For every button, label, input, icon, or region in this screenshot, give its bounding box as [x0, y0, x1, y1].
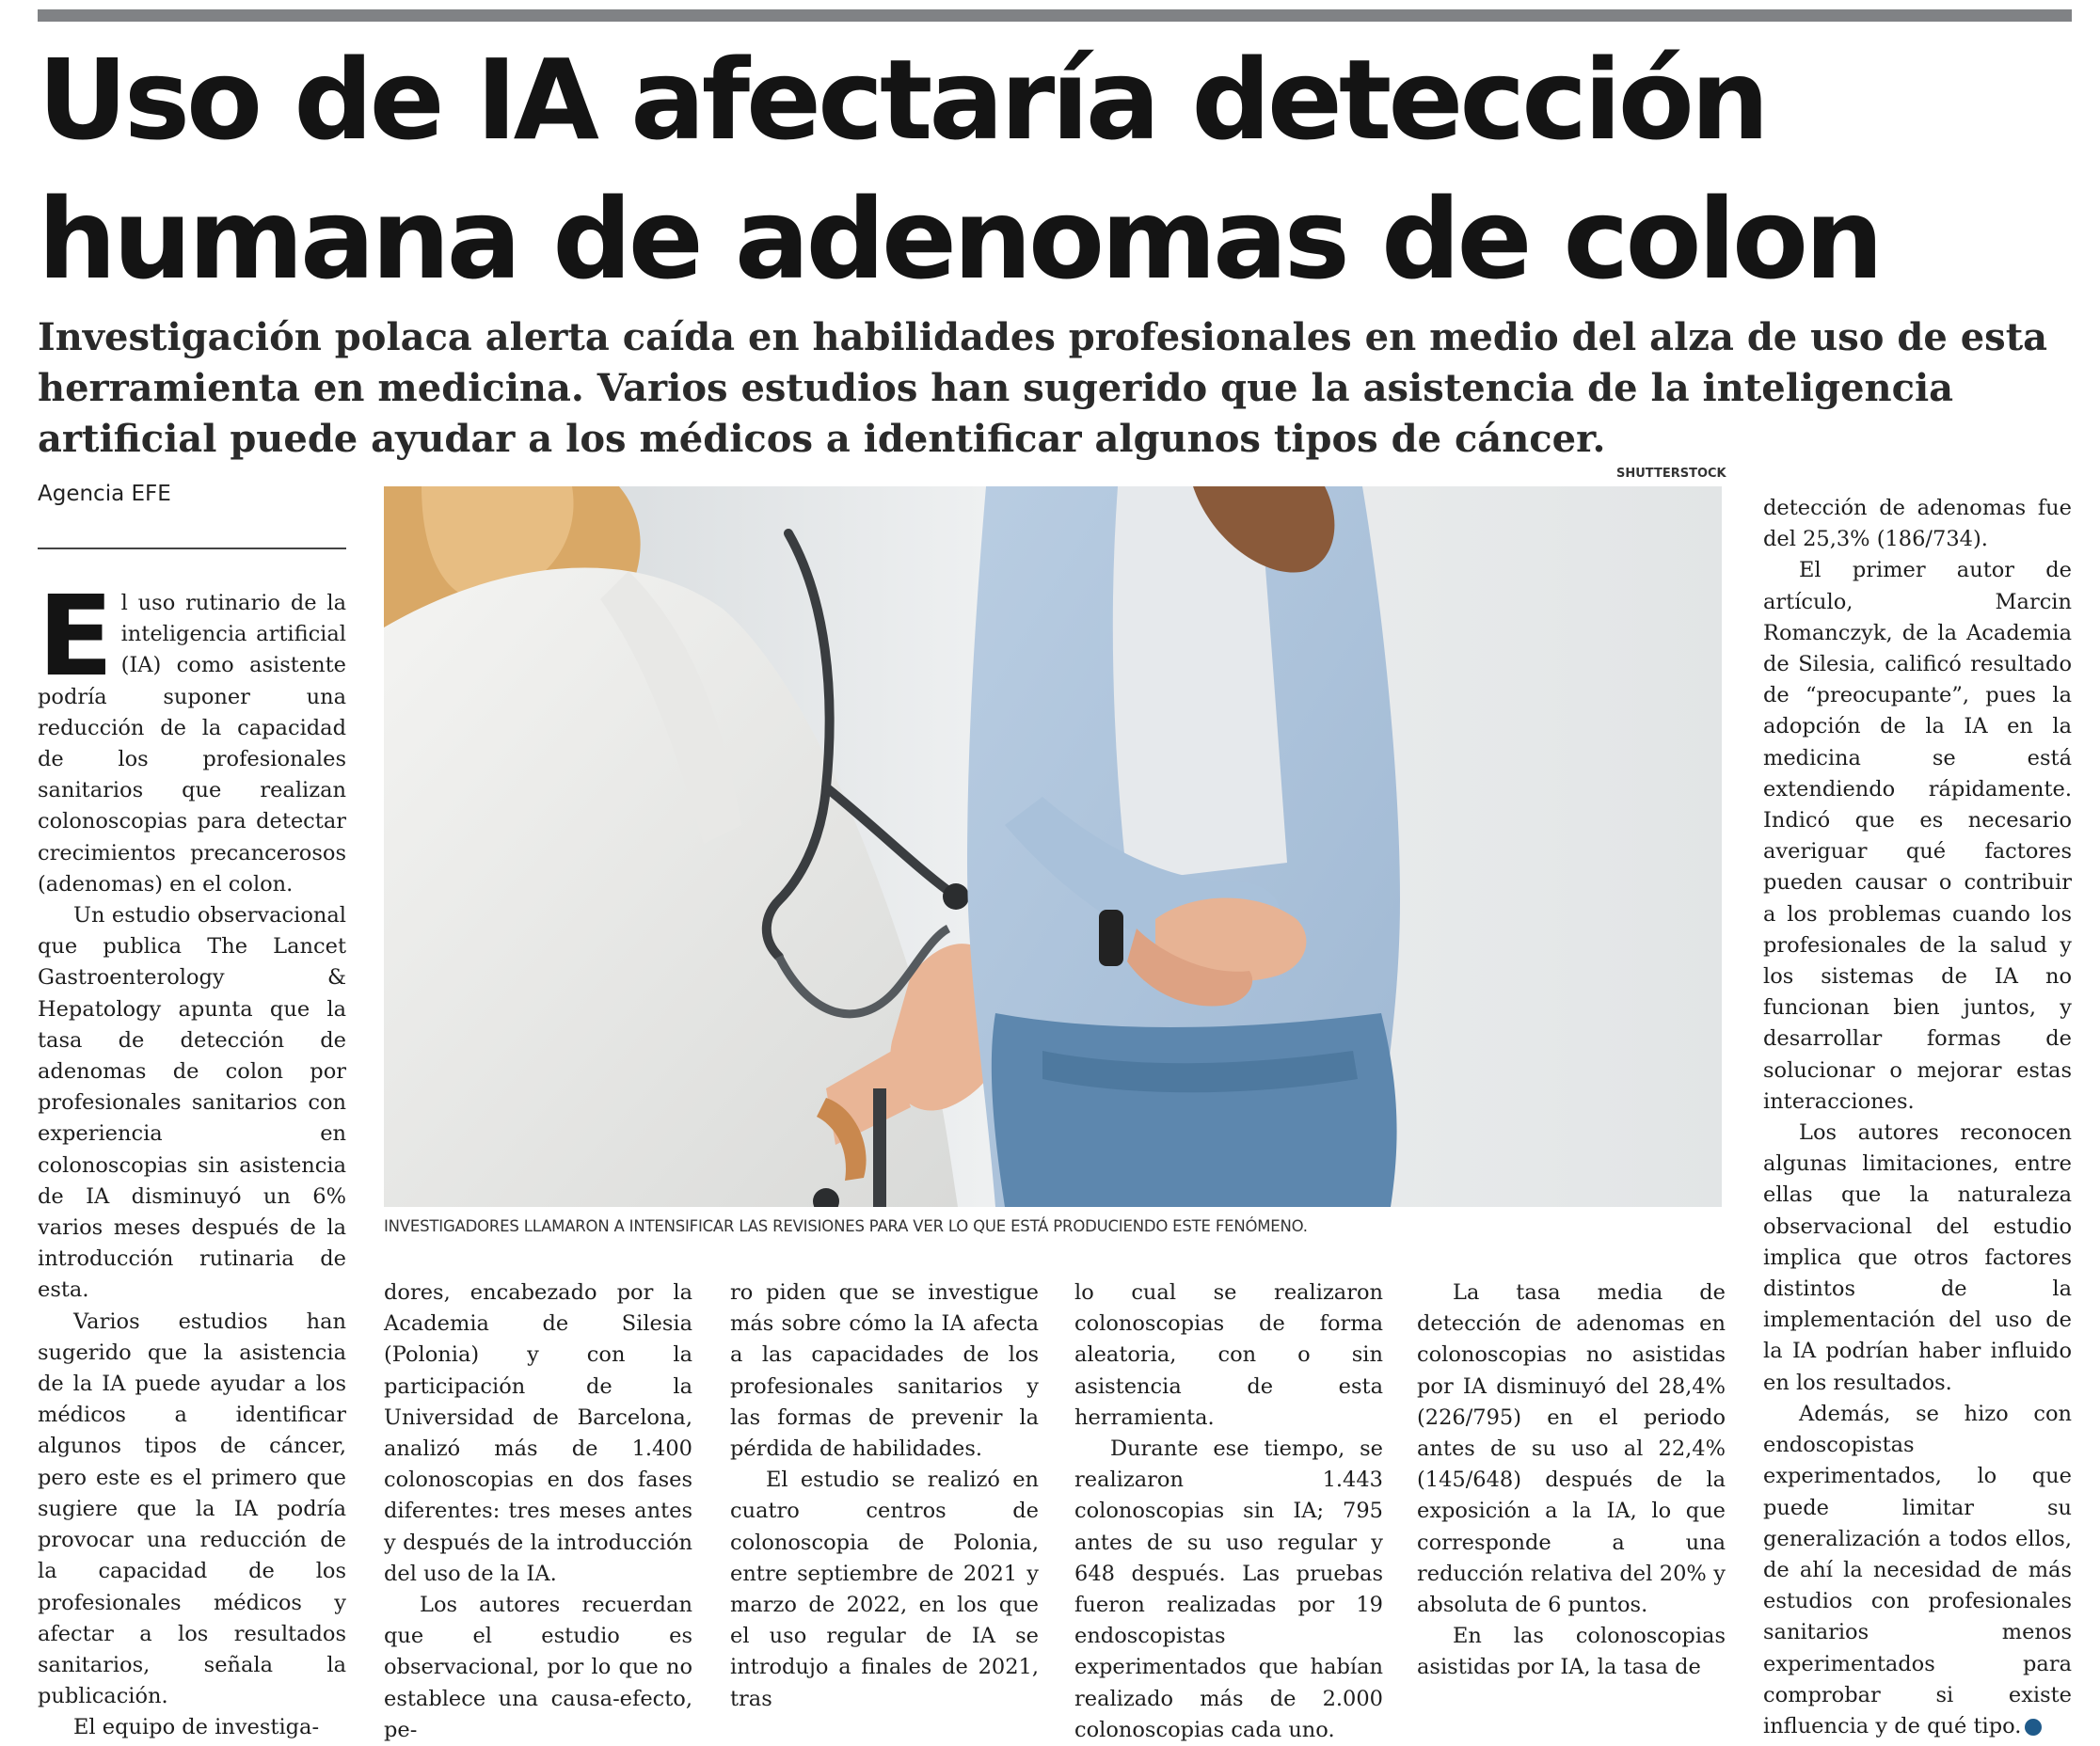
paragraph: El estudio se realizó en cuatro centros de colonoscopia de Polonia, entre septiembre de 2021 y marzo de 2022, en los que el uso regular de IA se introdujo a finales de 2021, tras [730, 1468, 1039, 1711]
top-rule [38, 9, 2072, 22]
paragraph: La tasa media de detección de adenomas en colonoscopias no asistidas por IA disminuyó del 28,4% (226/795) en el periodo antes de su uso al 22,4% (145/648) después de la exposición a la IA, lo que corresponde a una reducción relativa del 20% y absoluta de 6 puntos. [1417, 1280, 1726, 1618]
text-column-3 [730, 1278, 1039, 1715]
headline: Uso de IA afectaría detección humana de adenomas de colon [38, 35, 1881, 304]
paragraph: En las colonoscopias asistidas por IA, la tasa de [1417, 1624, 1726, 1680]
paragraph-text: Además, se hizo con endoscopistas experimentados, lo que puede limitar su generalización a todos ellos, de ahí la necesidad de más estudios con profesionales sanitarios menos experimentados para comprobar si existe influencia y de qué tipo. [1763, 1401, 2072, 1738]
end-mark-icon: ✪ [2025, 1719, 2042, 1736]
byline-divider [38, 548, 346, 549]
paragraph [1763, 1399, 2072, 1742]
paragraph: Varios estudios han sugerido que la asistencia de la IA puede ayudar a los médicos a identificar algunos tipos de cáncer, pero este es el primero que sugiere que la IA podría provocar una reducción de la capacidad de los profesionales médicos y afectar a los resultados sanitarios, señala la publicación. [38, 1309, 346, 1709]
paragraph: lo cual se realizaron colonoscopias de forma aleatoria, con o sin asistencia de esta herramienta. [1074, 1280, 1383, 1430]
paragraph: Los autores recuerdan que el estudio es observacional, por lo que no establece una causa-efecto, pe- [384, 1593, 692, 1742]
text-column-2 [384, 1278, 692, 1746]
paragraph: detección de adenomas fue del 25,3% (186/734). [1763, 496, 2072, 552]
photo-caption: INVESTIGADORES LLAMARON A INTENSIFICAR LAS REVISIONES PARA VER LO QUE ESTÁ PRODUCIENDO ESTE FENÓMENO. [384, 1217, 1308, 1235]
paragraph: El equipo de investiga- [73, 1715, 320, 1740]
paragraph [38, 571, 346, 900]
doctor-patient-illustration [384, 486, 1722, 1207]
paragraph: Un estudio observacional que publica The Lancet Gastroenterology & Hepatology apunta que la tasa de detección de adenomas de colon por profesionales sanitarios con experiencia en colonoscopias sin asistencia de IA disminuyó un 6% varios meses después de la introducción rutinaria de esta. [38, 903, 346, 1303]
text-column-4 [1074, 1278, 1383, 1746]
photo-credit: SHUTTERSTOCK [1616, 467, 1726, 481]
paragraph: El primer autor de artículo, Marcin Romanczyk, de la Academia de Silesia, calificó resultado de “preocupante”, pues la adopción de la IA en la medicina se está extendiendo rápidamente. Indicó que es necesario averiguar qué factores pueden causar o contribuir a los problemas cuando los profesionales de la salud y los sistemas de IA no funcionan bien juntos, y desarrollar formas de solucionar o mejorar estas interacciones. [1763, 558, 2072, 1114]
paragraph: Durante ese tiempo, se realizaron 1.443 colonoscopias sin IA; 795 antes de su uso regular y 648 después. Las pruebas fueron realizadas por 19 endoscopistas experimentados que habían realizado más de 2.000 colonoscopias cada uno. [1074, 1436, 1383, 1742]
text-column-1 [38, 571, 346, 1744]
text-column-5 [1417, 1278, 1726, 1684]
dropcap: E [38, 571, 114, 701]
byline: Agencia EFE [38, 482, 171, 506]
paragraph: dores, encabezado por la Academia de Silesia (Polonia) y con la participación de la Universidad de Barcelona, analizó más de 1.400 colonoscopias en dos fases diferentes: tres meses antes y después de la introducción del uso de la IA. [384, 1280, 692, 1586]
article-photo [384, 486, 1722, 1207]
paragraph: Los autores reconocen algunas limitaciones, entre ellas que la naturaleza observacional del estudio implica que otros factores distintos de la implementación del uso de la IA podrían haber influido en los resultados. [1763, 1120, 2072, 1395]
paragraph-text: l uso rutinario de la inteligencia artificial (IA) como asistente podría suponer una reducción de la capacidad de los profesionales sanitarios que realizan colonoscopias para detectar crecimientos precancerosos (adenomas) en el colon. [38, 591, 346, 897]
paragraph: ro piden que se investigue más sobre cómo la IA afecta a las capacidades de los profesionales sanitarios y las formas de prevenir la pérdida de habilidades. [730, 1280, 1039, 1462]
deck: Investigación polaca alerta caída en habilidades profesionales en medio del alza de uso de esta herramienta en medicina. Varios estudios han sugerido que la asistencia de la inteligencia artificial puede ayudar a los médicos a identificar algunos tipos de cáncer. [38, 315, 2048, 461]
text-column-6 [1763, 493, 2072, 1742]
